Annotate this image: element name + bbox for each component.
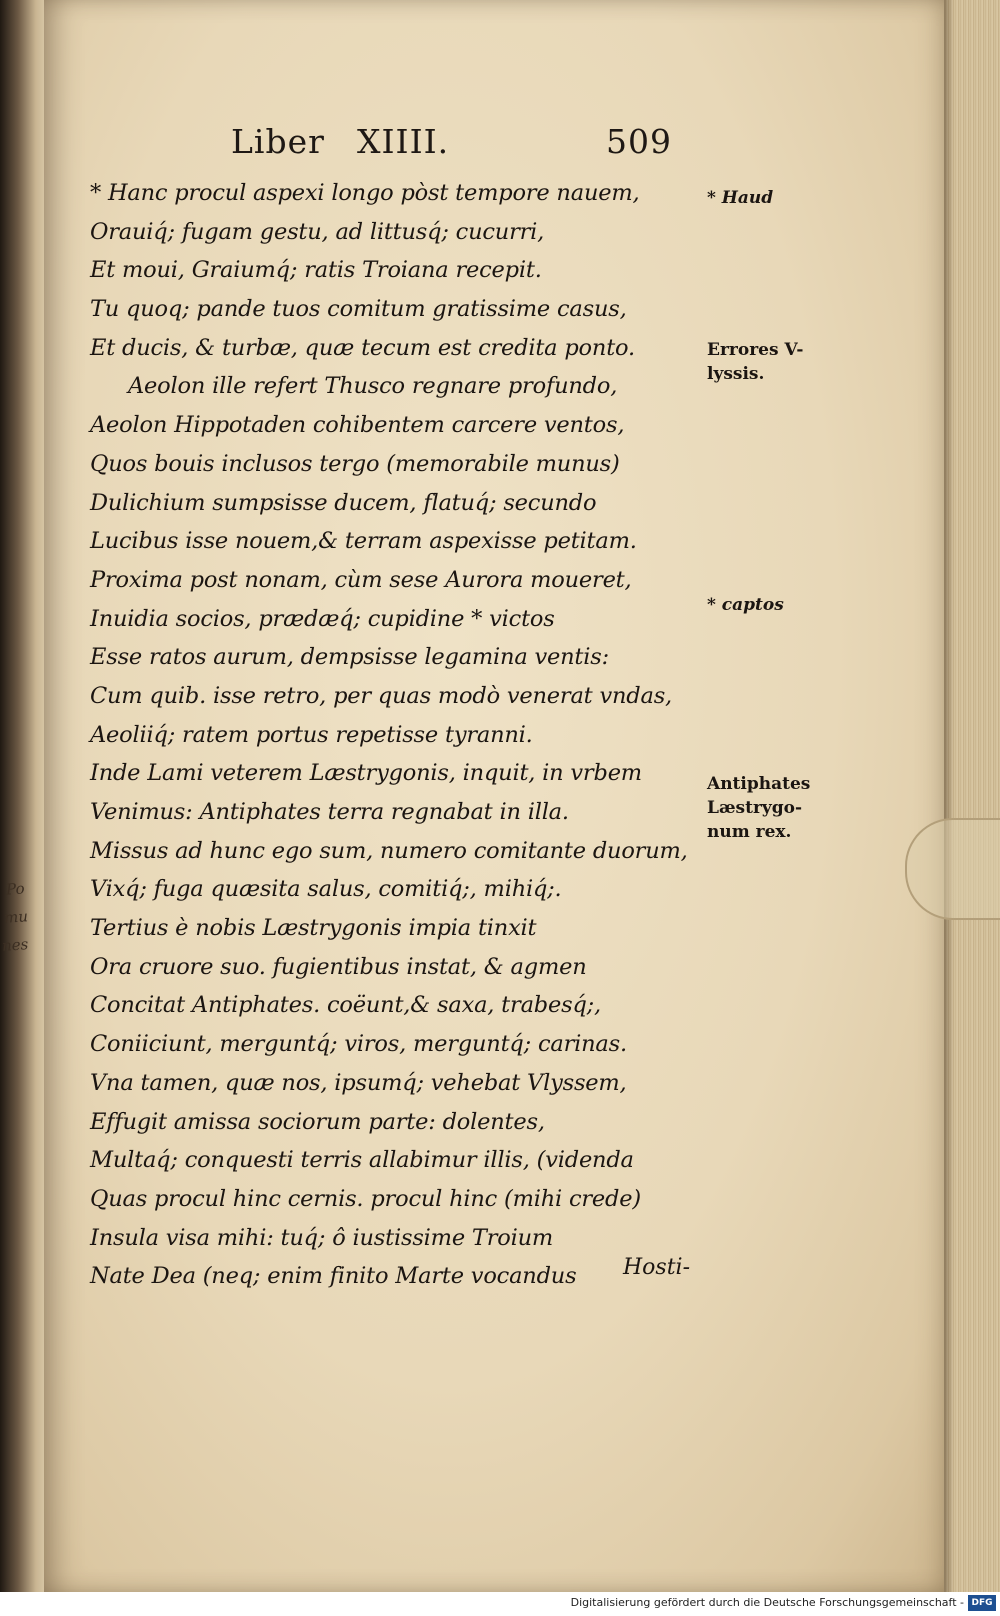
verse-line: Quas procul hinc cernis. procul hinc (mihi crede) — [90, 1185, 641, 1212]
marginal-note: num rex. — [707, 822, 792, 842]
previous-page-fragment: mu — [3, 907, 29, 927]
verse-line: * Hanc procul aspexi longo pòst tempore nauem, — [90, 180, 640, 206]
running-head-title: Liber — [231, 122, 325, 161]
verse-line: Missus ad hunc ego sum, numero comitante duorum, — [90, 837, 688, 864]
verse-line: Inde Lami veterem Læstrygonis, inquit, in vrbem — [90, 760, 642, 787]
clip-tab — [905, 818, 1000, 920]
verse-line: Vna tamen, quæ nos, ipsumq́; vehebat Vlyssem, — [90, 1069, 627, 1096]
verse-line: Et moui, Graiumq́; ratis Troiana recepit. — [90, 257, 542, 284]
marginal-note: Læstrygo- — [707, 798, 803, 818]
verse-line: Venimus: Antiphates terra regnabat in illa. — [90, 799, 569, 825]
verse-line: Dulichium sumpsisse ducem, flatuq́; secundo — [90, 489, 597, 516]
dfg-logo-icon: DFG — [968, 1595, 996, 1611]
verse-line: Insula visa mihi: tuq́; ô iustissime Troium — [90, 1224, 554, 1251]
verse-line: Esse ratos aurum, dempsisse legamina ventis: — [90, 644, 609, 671]
verse-line: Multaq́; conquesti terris allabimur illis, (videnda — [90, 1147, 634, 1174]
verse-line: Orauiq́; fugam gestu, ad littusq́; cucurri, — [90, 218, 545, 245]
previous-page-fragment: Po — [5, 879, 26, 899]
running-head-book-number: XIIII. — [357, 122, 450, 161]
verse-line: Nate Dea (neq; enim finito Marte vocandus — [90, 1263, 577, 1290]
page-stack-shadow — [944, 0, 954, 1592]
marginal-note: lyssis. — [707, 364, 765, 384]
verse-line: Aeolon Hippotaden cohibentem carcere ventos, — [90, 412, 625, 439]
verse-line: Tu quoq; pande tuos comitum gratissime casus, — [90, 296, 627, 323]
verse-line: Concitat Antiphates. coëunt,& saxa, trabesq́;, — [90, 992, 601, 1019]
book-binding — [0, 0, 46, 1592]
marginal-note: * Haud — [707, 188, 774, 208]
verse-line: Cum quib. isse retro, per quas modò venerat vndas, — [90, 682, 672, 709]
verse-line: Coniiciunt, merguntq́; viros, merguntq́; carinas. — [90, 1031, 627, 1058]
footer-bar — [0, 1592, 1000, 1616]
footer-credit: Digitalisierung gefördert durch die Deutsche Forschungsgemeinschaft - — [570, 1596, 964, 1609]
verse-line: Vixq́; fuga quæsita salus, comitiq́;, mihiq́;. — [90, 876, 562, 903]
verse-line: Aeoliiq́; ratem portus repetisse tyranni. — [90, 721, 533, 748]
verse-line: Lucibus isse nouem,& terram aspexisse petitam. — [90, 528, 637, 555]
verse-line: Tertius è nobis Læstrygonis impia tinxit — [90, 915, 537, 942]
marginal-note: * captos — [707, 595, 784, 615]
page-number: 509 — [606, 122, 672, 161]
verse-line: Quos bouis inclusos tergo (memorabile munus) — [90, 450, 620, 477]
marginal-note: Errores V- — [707, 340, 804, 360]
verse-line: Proxima post nonam, cùm sese Aurora moueret, — [90, 566, 632, 593]
previous-page-fragment: nes — [1, 935, 29, 955]
verse-line: Et ducis, & turbæ, quæ tecum est credita ponto. — [90, 334, 635, 361]
verse-line: Ora cruore suo. fugientibus instat, & agmen — [90, 953, 587, 980]
catchword: Hosti- — [623, 1255, 691, 1280]
book-page — [44, 0, 944, 1592]
verse-line: Aeolon ille refert Thusco regnare profundo, — [128, 373, 618, 400]
verse-line: Inuidia socios, prædæq́; cupidine * victos — [90, 605, 555, 632]
verse-line: Effugit amissa sociorum parte: dolentes, — [90, 1108, 545, 1135]
marginal-note: Antiphates — [707, 774, 811, 794]
previous-page-edge — [0, 880, 46, 1030]
verse-text — [90, 174, 730, 1296]
